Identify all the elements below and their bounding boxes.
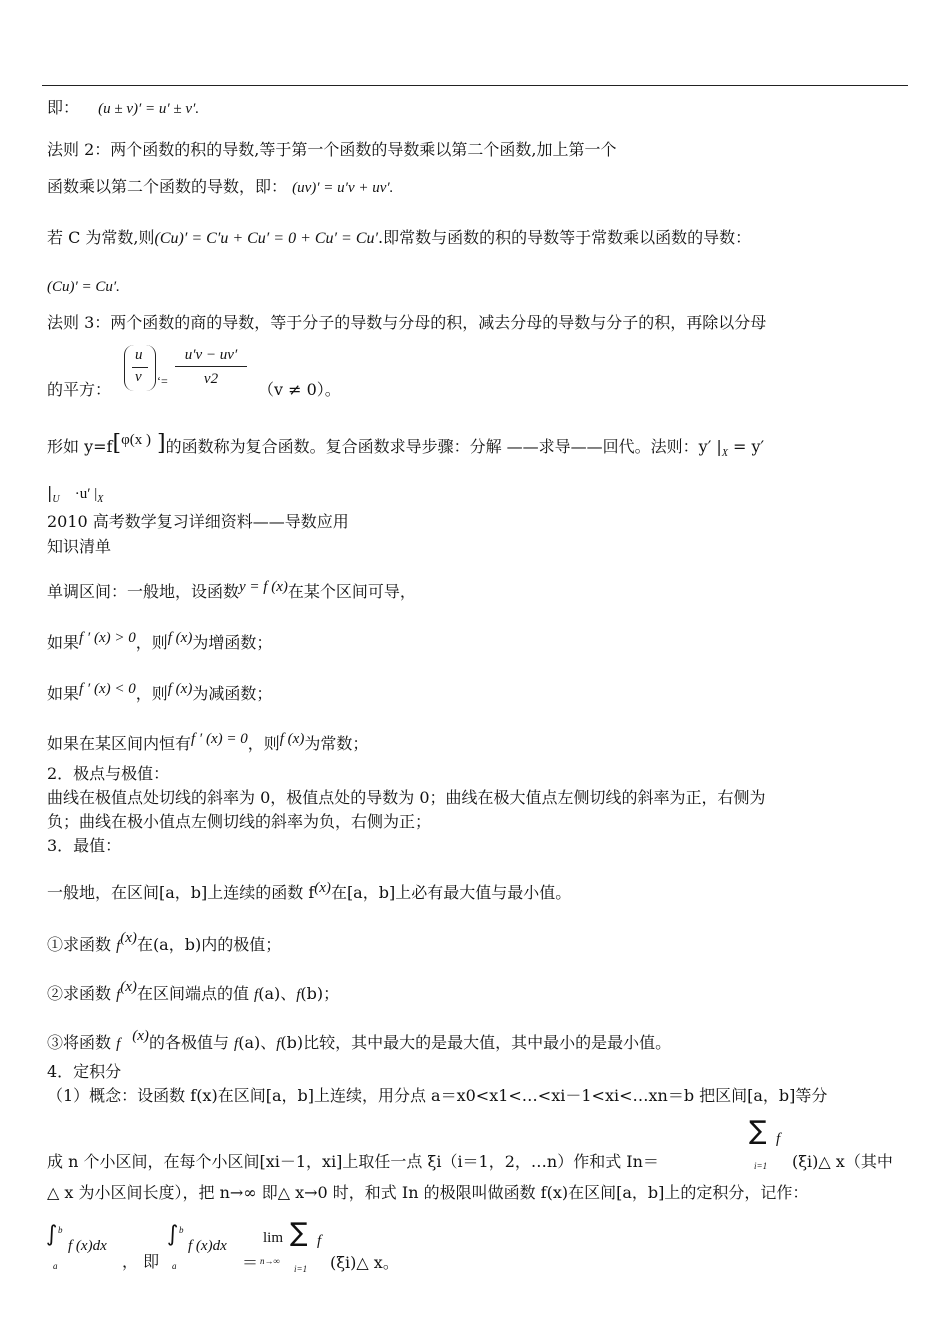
sum-f: f (776, 1131, 781, 1147)
chain-tail: ·u′ | (74, 486, 98, 502)
formula: (Cu)′ = Cu′. (47, 279, 120, 295)
int-lower: a (53, 1261, 58, 1271)
lim: lim (263, 1230, 284, 1246)
text: 单调区间：一般地，设函数 (47, 582, 240, 601)
text: 如果 (47, 633, 80, 652)
formula: f (116, 987, 121, 1003)
text: ， 即 (122, 1252, 160, 1271)
line-constant (47, 729, 368, 754)
bracket-left: [ (112, 431, 122, 456)
text: 函数乘以第二个函数的导数，即： (47, 177, 288, 196)
formula: f (x) (167, 630, 193, 646)
integral-body: f (x)dx (68, 1238, 107, 1254)
text: ②求函数 (47, 984, 112, 1003)
formula-product-rule: (uv)′ = u′v + uv′. (292, 180, 394, 196)
integral-body: f (x)dx (188, 1238, 227, 1254)
text: ①求函数 (47, 935, 112, 954)
frac-bar (132, 367, 148, 368)
text: 的各极值与 (148, 1033, 235, 1052)
text: 在某个区间可导， (287, 582, 416, 601)
text: (a)、 (238, 1033, 277, 1052)
formula: f (276, 1036, 281, 1052)
formula: f (x) (279, 731, 305, 747)
text: （v ≠ 0）。 (258, 380, 341, 399)
paragraph: 曲线在极值点处切线的斜率为 0，极值点处的导数为 0；曲线在极大值点左侧切线的斜率为正，右侧为 (47, 788, 766, 807)
line-monotonic (47, 577, 416, 602)
step-2 (47, 977, 339, 1005)
paragraph: 成 n 个小区间，在每个小区间[xi－1，xi]上取任一点 ξi（i＝1，2，…n）作和式 In＝ (47, 1152, 659, 1171)
formula: f ′ (x) > 0 (79, 630, 136, 646)
sum-index: i=1 (754, 1161, 768, 1171)
formula-const-rule: (Cu)′ = C′u + Cu′ = 0 + Cu′ = Cu′ (154, 230, 379, 247)
paragraph-rule2: 法则 2：两个函数的积的导数,等于第一个函数的导数乘以第二个函数,加上第一个 (47, 140, 617, 159)
formula-sum-rule: (u ± v)′ = u′ ± v′. (98, 101, 200, 117)
text: 的函数称为复合函数。复合函数求导步骤：分解 ——求导——回代。法则：y′ | (165, 437, 722, 456)
int-upper: b (179, 1225, 184, 1235)
text: 如果在某区间内恒有 (47, 734, 192, 753)
line-composite (47, 430, 764, 464)
text: 在区间端点的值 (136, 984, 255, 1003)
int-upper: b (58, 1225, 63, 1235)
formula: f (x) (167, 681, 193, 697)
text: 的平方： (47, 380, 112, 399)
line-sum-rule (47, 98, 199, 119)
formula: y = f (x) (239, 579, 288, 595)
prime-mark: ‘= (157, 374, 168, 388)
formula-const-result (47, 276, 120, 297)
line-increasing (47, 628, 272, 653)
formula: (x) (132, 1028, 149, 1044)
formula: f ′ (x) < 0 (79, 681, 136, 697)
frac-bar (175, 366, 247, 367)
quot-paren (124, 345, 156, 391)
paragraph: (ξi)△ x（其中 (792, 1152, 893, 1171)
text: 为减函数； (192, 684, 273, 703)
formula: f (116, 938, 121, 954)
text: 在[a，b]上必有最大值与最小值。 (330, 883, 572, 902)
heading-extrema: 2．极点与极值： (47, 764, 170, 783)
sum-index: i=1 (294, 1264, 308, 1274)
integral-symbol: ∫ (167, 1222, 179, 1247)
text: 若 C 为常数,则 (47, 228, 155, 247)
text: ，则 (135, 633, 168, 652)
text: .即常数与函数的积的导数等于常数乘以函数的导数： (378, 228, 752, 247)
text: 一般地，在区间[a，b]上连续的函数 f (47, 883, 315, 902)
text: ，则 (135, 684, 168, 703)
line-product-rule (47, 177, 393, 198)
quot-numerator: u′v − uv′ (184, 347, 238, 363)
subheading: 知识清单 (47, 537, 112, 556)
text: (a)、 (258, 984, 297, 1003)
sub-x: X (721, 448, 728, 459)
line-continuous (47, 878, 571, 903)
paragraph: 负；曲线在极小值点左侧切线的斜率为负，右侧为正； (47, 812, 432, 831)
quot-v: v (135, 369, 142, 385)
text: ③将函数 (47, 1033, 112, 1052)
paragraph: （1）概念：设函数 f(x)在区间[a，b]上连续，用分点 a＝x0<x1<…<xi－1<xi<…xn＝b 把区间[a，b]等分 (47, 1086, 828, 1105)
text: (b)； (300, 984, 340, 1003)
line-const-rule (47, 228, 751, 249)
formula: (x) (120, 979, 137, 995)
bracket-right: ] (156, 431, 166, 456)
text: (b)比较，其中最大的是最大值，其中最小的是最小值。 (280, 1033, 672, 1052)
heading-integral: 4．定积分 (47, 1062, 122, 1081)
text: (ξi)△ x。 (330, 1253, 399, 1272)
text: 即： (47, 98, 80, 117)
line-chain (47, 483, 103, 510)
text: = y′ (727, 437, 765, 456)
formula-inner: φ(x ) (121, 432, 151, 448)
formula: f (234, 1036, 239, 1052)
formula: (x) (314, 880, 331, 896)
quot-denominator: v2 (203, 371, 219, 387)
sub-x: X (97, 494, 104, 505)
paragraph: △ x 为小区间长度），把 n→∞ 即△ x→0 时，和式 In 的极限叫做函数 f(x)在区间[a，b]上的定积分，记作： (47, 1183, 809, 1202)
sub-u: U (52, 494, 60, 505)
section-heading: 2010 高考数学复习详细资料——导数应用 (47, 512, 349, 531)
text: ，则 (247, 734, 280, 753)
int-lower: a (172, 1261, 177, 1271)
text: 如果 (47, 684, 80, 703)
formula: f ′ (x) = 0 (191, 731, 248, 747)
header-rule (42, 85, 908, 86)
paragraph-rule3: 法则 3：两个函数的商的导数，等于分子的导数与分母的积，减去分母的导数与分子的积，再除以分母 (47, 313, 767, 332)
formula: f (116, 1036, 121, 1052)
sum-f: f (317, 1233, 322, 1249)
text: 为增函数； (192, 633, 273, 652)
text: 为常数； (304, 734, 369, 753)
sigma-symbol: ∑ (290, 1218, 308, 1248)
quot-fraction (175, 347, 247, 388)
formula: (x) (120, 930, 137, 946)
formula: f (296, 987, 301, 1003)
quot-u: u (135, 347, 143, 363)
bar: | (47, 483, 53, 502)
formula: f (254, 987, 259, 1003)
step-3 (47, 1026, 671, 1054)
integral-symbol: ∫ (46, 1222, 58, 1247)
text: 形如 y=f (47, 437, 113, 456)
equals: ＝ (242, 1253, 259, 1272)
sigma-symbol: ∑ (749, 1116, 767, 1146)
line-decreasing (47, 679, 272, 704)
heading-max-min: 3．最值： (47, 836, 122, 855)
step-1 (47, 928, 281, 956)
lim-sub: n→∞ (260, 1256, 280, 1266)
text: 在(a，b)内的极值； (136, 935, 282, 954)
